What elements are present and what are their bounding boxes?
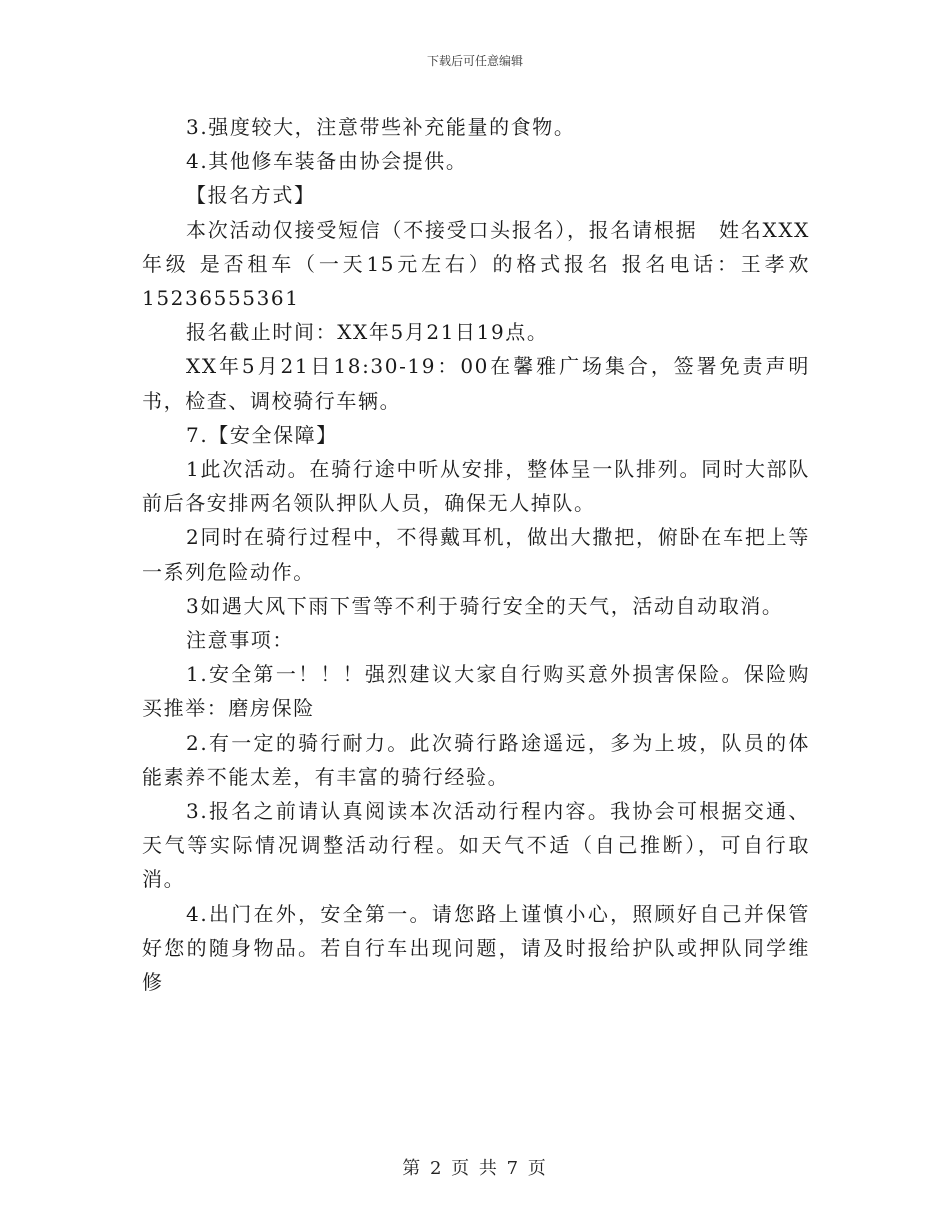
document-body — [142, 110, 854, 999]
paragraph-registration-deadline: 报名截止时间：XX年5月21日19点。 — [186, 320, 549, 345]
paragraph-note-3: 3.报名之前请认真阅读本次活动行程内容。我协会可根据交通、天气等实际情况调整活动行程。如天气不适（自己推断），可自行取消。 — [142, 799, 810, 892]
paragraph-safety-2: 2同时在骑行过程中，不得戴耳机，做出大撒把，俯卧在车把上等一系列危险动作。 — [142, 525, 810, 584]
paragraph-note-4: 4.出门在外，安全第一。请您路上谨慎小心，照顾好自己并保管好您的随身物品。若自行车出现问题，请及时报给护队或押队同学维修 — [142, 901, 810, 995]
paragraph-note-2: 2.有一定的骑行耐力。此次骑行路途遥远，多为上坡，队员的体能素养不能太差，有丰富的骑行经验。 — [142, 730, 810, 789]
page-number: 第 2 页 共 7 页 — [402, 1158, 548, 1179]
paragraph-energy-food: 3.强度较大，注意带些补充能量的食物。 — [186, 115, 576, 139]
page-header: 下载后可任意编辑 — [426, 54, 523, 68]
paragraph-safety-1: 1此次活动。在骑行途中听从安排，整体呈一队排列。同时大部队前后各安排两名领队押队人员，确保无人掉队。 — [142, 457, 810, 516]
section-heading-registration: 【报名方式】 — [186, 183, 316, 208]
paragraph-repair-equipment: 4.其他修车装备由协会提供。 — [186, 149, 468, 174]
paragraph-assembly: XX年5月21日18:30-19：00在馨雅广场集合，签署免责声明书，检查、调校骑行车辆。 — [142, 354, 810, 413]
section-heading-notes: 注意事项： — [186, 628, 294, 653]
section-heading-safety: 7.【安全保障】 — [186, 422, 338, 447]
paragraph-registration-method: 本次活动仅接受短信（不接受口头报名），报名请根据 姓名XXX 年级 是否租车（一天15元左右）的格式报名 报名电话：王孝欢 15236555361 — [142, 217, 854, 311]
paragraph-note-1: 1.安全第一！！！强烈建议大家自行购买意外损害保险。保险购买推举：磨房保险 — [142, 662, 810, 721]
paragraph-safety-3: 3如遇大风下雨下雪等不利于骑行安全的天气，活动自动取消。 — [186, 593, 784, 618]
